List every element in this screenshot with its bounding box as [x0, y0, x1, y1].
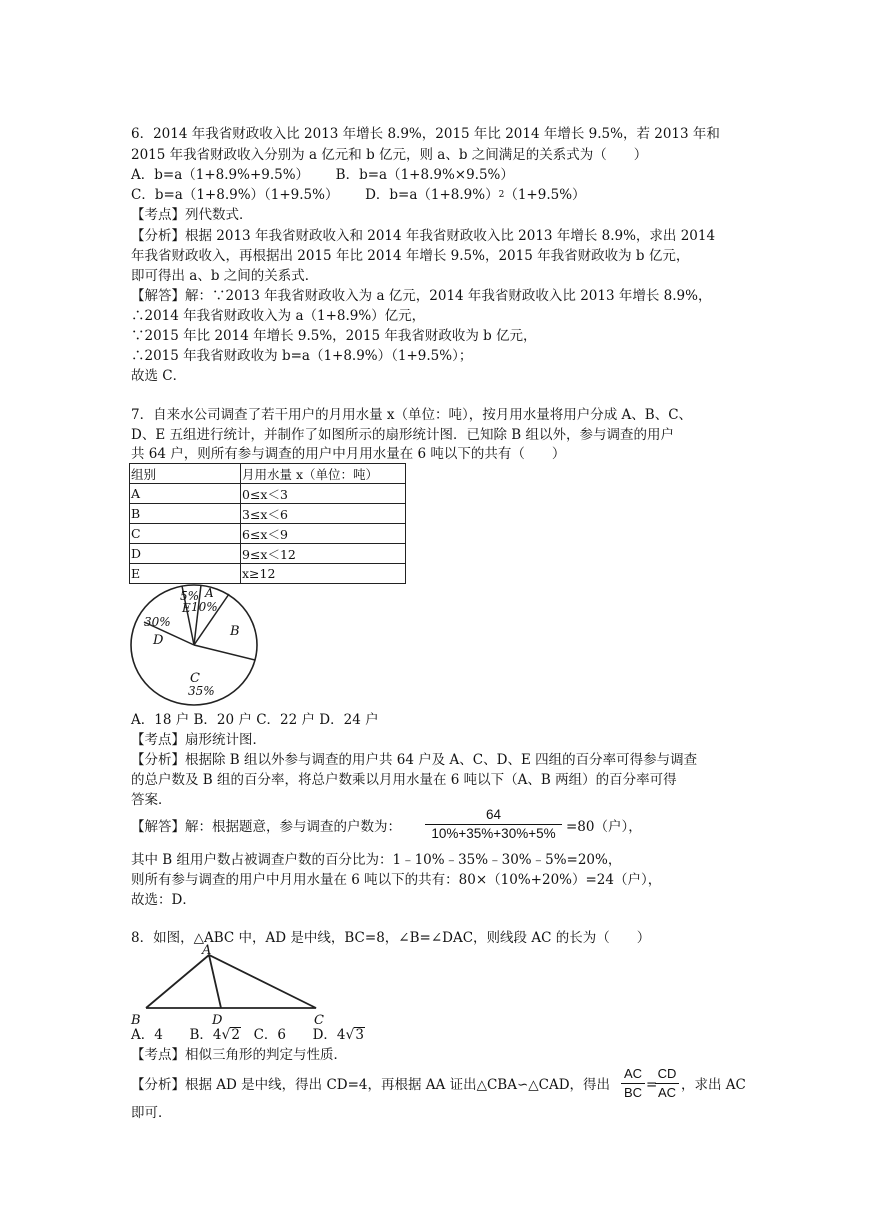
- table-cell-group: C: [130, 524, 241, 544]
- q7-solution-line1-suffix: =80（户），: [566, 819, 642, 835]
- q8-kaodian: 【考点】相似三角形的判定与性质．: [131, 1047, 347, 1063]
- table-header-row: [130, 464, 406, 484]
- q6-solution-line5: 故选 C．: [131, 368, 187, 384]
- median-ad: [209, 955, 221, 1008]
- q6-option-c: C．b=a（1+8.9%）（1+9.5%）: [131, 187, 339, 203]
- pie-label-d-pct: 30%: [144, 615, 171, 629]
- fraction-denominator: BC: [623, 1085, 643, 1100]
- pie-label-d-name: D: [153, 633, 164, 648]
- table-header-usage: 月用水量 x（单位：吨）: [241, 464, 406, 484]
- q8-equals: =: [646, 1077, 658, 1093]
- pie-label-c-pct: 35%: [188, 684, 215, 698]
- q8-option-c: C．6: [253, 1027, 286, 1043]
- q7-fraction-numerator: 64: [425, 806, 562, 825]
- q7-stem-line1: 7．自来水公司调查了若干用户的月用水量 x（单位：吨），按月用水量将用户分成 A、B、C、: [131, 407, 693, 423]
- table-row: [130, 504, 406, 524]
- q6-solution-line2: ∴2014 年我省财政收入为 a（1+8.9%）亿元，: [131, 308, 426, 324]
- fraction-numerator: AC: [621, 1065, 645, 1084]
- table-cell-range: 0≤x＜3: [241, 484, 406, 504]
- q6-option-ab: [131, 165, 514, 185]
- q6-solution-line3: ∵2015 年比 2014 年增长 9.5%，2015 年我省财政收为 b 亿元，: [131, 328, 537, 344]
- table-cell-group: A: [130, 484, 241, 504]
- q6-analysis-line1: 【分析】根据 2013 年我省财政收入和 2014 年我省财政收入比 2013 年增长 8.9%，求出 2014: [131, 228, 716, 244]
- vertex-label-a: A: [202, 944, 212, 958]
- q6-option-b: B．b=a（1+8.9%×9.5%）: [335, 167, 514, 183]
- fraction-numerator: CD: [655, 1065, 679, 1084]
- table-header-group: 组别: [130, 464, 241, 484]
- q7-solution-line2: 其中 B 组用户数占被调查户数的百分比为：1﹣10%﹣35%﹣30%﹣5%=20%，: [131, 852, 622, 868]
- q8-stem: 8．如图，△ABC 中，AD 是中线，BC=8，∠B=∠DAC，则线段 AC 的长为（ ）: [131, 930, 651, 946]
- table-cell-range: 3≤x＜6: [241, 504, 406, 524]
- q7-solution-line1-prefix: 【解答】解：根据题意，参与调查的户数为：: [131, 819, 401, 835]
- q8-options: [131, 1025, 365, 1045]
- pie-label-a-name: A: [205, 586, 214, 600]
- pie-label-e-pct: 5%: [180, 589, 200, 603]
- water-usage-table: [129, 463, 406, 584]
- q7-stem-line2: D、E 五组进行统计，并制作了如图所示的扇形统计图．已知除 B 组以外，参与调查的用户: [131, 427, 674, 443]
- fraction-denominator: AC: [657, 1085, 677, 1100]
- table-cell-group: D: [130, 544, 241, 564]
- table-row: [130, 564, 406, 584]
- pie-label-c-name: C: [190, 671, 200, 686]
- q6-kaodian: 【考点】列代数式．: [131, 207, 253, 223]
- q6-stem-line2: 2015 年我省财政收入分别为 a 亿元和 b 亿元，则 a、b 之间满足的关系式为（ ）: [131, 147, 648, 163]
- table-cell-range: 6≤x＜9: [241, 524, 406, 544]
- q8-fraction-ac-bc: [621, 1065, 645, 1102]
- table-row: [130, 484, 406, 504]
- pie-label-b-name: B: [230, 624, 240, 639]
- pie-divider-b-c: [194, 645, 255, 660]
- q8-option-d: D．4√3: [312, 1027, 365, 1043]
- vertex-label-b: B: [131, 1013, 141, 1026]
- q6-solution-line1: 【解答】解：∵2013 年我省财政收入为 a 亿元，2014 年我省财政收入比 2013 年增长 8.9%，: [131, 288, 712, 304]
- q7-analysis-line2: 的总户数及 B 组的百分率，将总户数乘以月用水量在 6 吨以下（A、B 两组）的百分率可得: [131, 772, 677, 788]
- q6-option-a: A．b=a（1+8.9%+9.5%）: [131, 167, 310, 183]
- table-cell-group: B: [130, 504, 241, 524]
- q7-analysis-line3: 答案．: [131, 792, 172, 808]
- q8-analysis-suffix: ，求出 AC: [681, 1077, 746, 1093]
- q7-stem-line3: 共 64 户，则所有参与调查的用户中月用水量在 6 吨以下的共有（ ）: [131, 446, 566, 462]
- q7-analysis-line1: 【分析】根据除 B 组以外参与调查的用户共 64 户及 A、C、D、E 四组的百分率可得参与调查: [131, 752, 698, 768]
- table-row: [130, 524, 406, 544]
- q6-option-cd: [131, 185, 586, 205]
- water-usage-pie-chart: [128, 582, 260, 708]
- q6-solution-line4: ∴2015 年我省财政收为 b=a（1+8.9%）（1+9.5%）；: [131, 348, 473, 364]
- q8-analysis-prefix: 【分析】根据 AD 是中线，得出 CD=4，再根据 AA 证出△CBA∽△CAD，得出: [131, 1077, 611, 1093]
- q8-option-b: B．4√2: [189, 1027, 240, 1043]
- table-cell-group: E: [130, 564, 241, 584]
- q7-kaodian: 【考点】扇形统计图．: [131, 732, 266, 748]
- vertex-label-c: C: [314, 1013, 324, 1026]
- q6-stem-line1: 6．2014 年我省财政收入比 2013 年增长 8.9%，2015 年比 2014 年增长 9.5%，若 2013 年和: [131, 126, 720, 142]
- q8-analysis-line2: 即可．: [131, 1105, 172, 1121]
- q7-solution-line4: 故选：D．: [131, 892, 196, 908]
- pie-label-e-name: E: [182, 601, 191, 615]
- q6-option-d: D．$b=a(1+8.9\%)^2(1+9.5\%)$: [365, 187, 586, 203]
- point-label-d: D: [212, 1013, 223, 1026]
- q6-analysis-line2: 年我省财政收入，再根据出 2015 年比 2014 年增长 9.5%，2015 年我省财政收为 b 亿元，: [131, 248, 690, 264]
- triangle-abc: [146, 955, 316, 1008]
- q8-fraction-cd-ac: [655, 1065, 679, 1102]
- q7-solution-line3: 则所有参与调查的用户中月用水量在 6 吨以下的共有：80×（10%+20%）=24（户），: [131, 872, 662, 888]
- q6-analysis-line3: 即可得出 a、b 之间的关系式．: [131, 268, 319, 284]
- q7-fraction-denominator: 10%+35%+30%+5%: [431, 826, 556, 841]
- table-row: [130, 544, 406, 564]
- table-cell-range: 9≤x＜12: [241, 544, 406, 564]
- q8-option-a: A．4: [131, 1027, 163, 1043]
- q7-fraction: [425, 806, 562, 843]
- triangle-figure: [128, 944, 328, 1026]
- pie-label-a-pct: 10%: [191, 600, 218, 614]
- table-cell-range: x≥12: [241, 564, 406, 584]
- q7-options: A．18 户 B．20 户 C．22 户 D．24 户: [131, 712, 379, 728]
